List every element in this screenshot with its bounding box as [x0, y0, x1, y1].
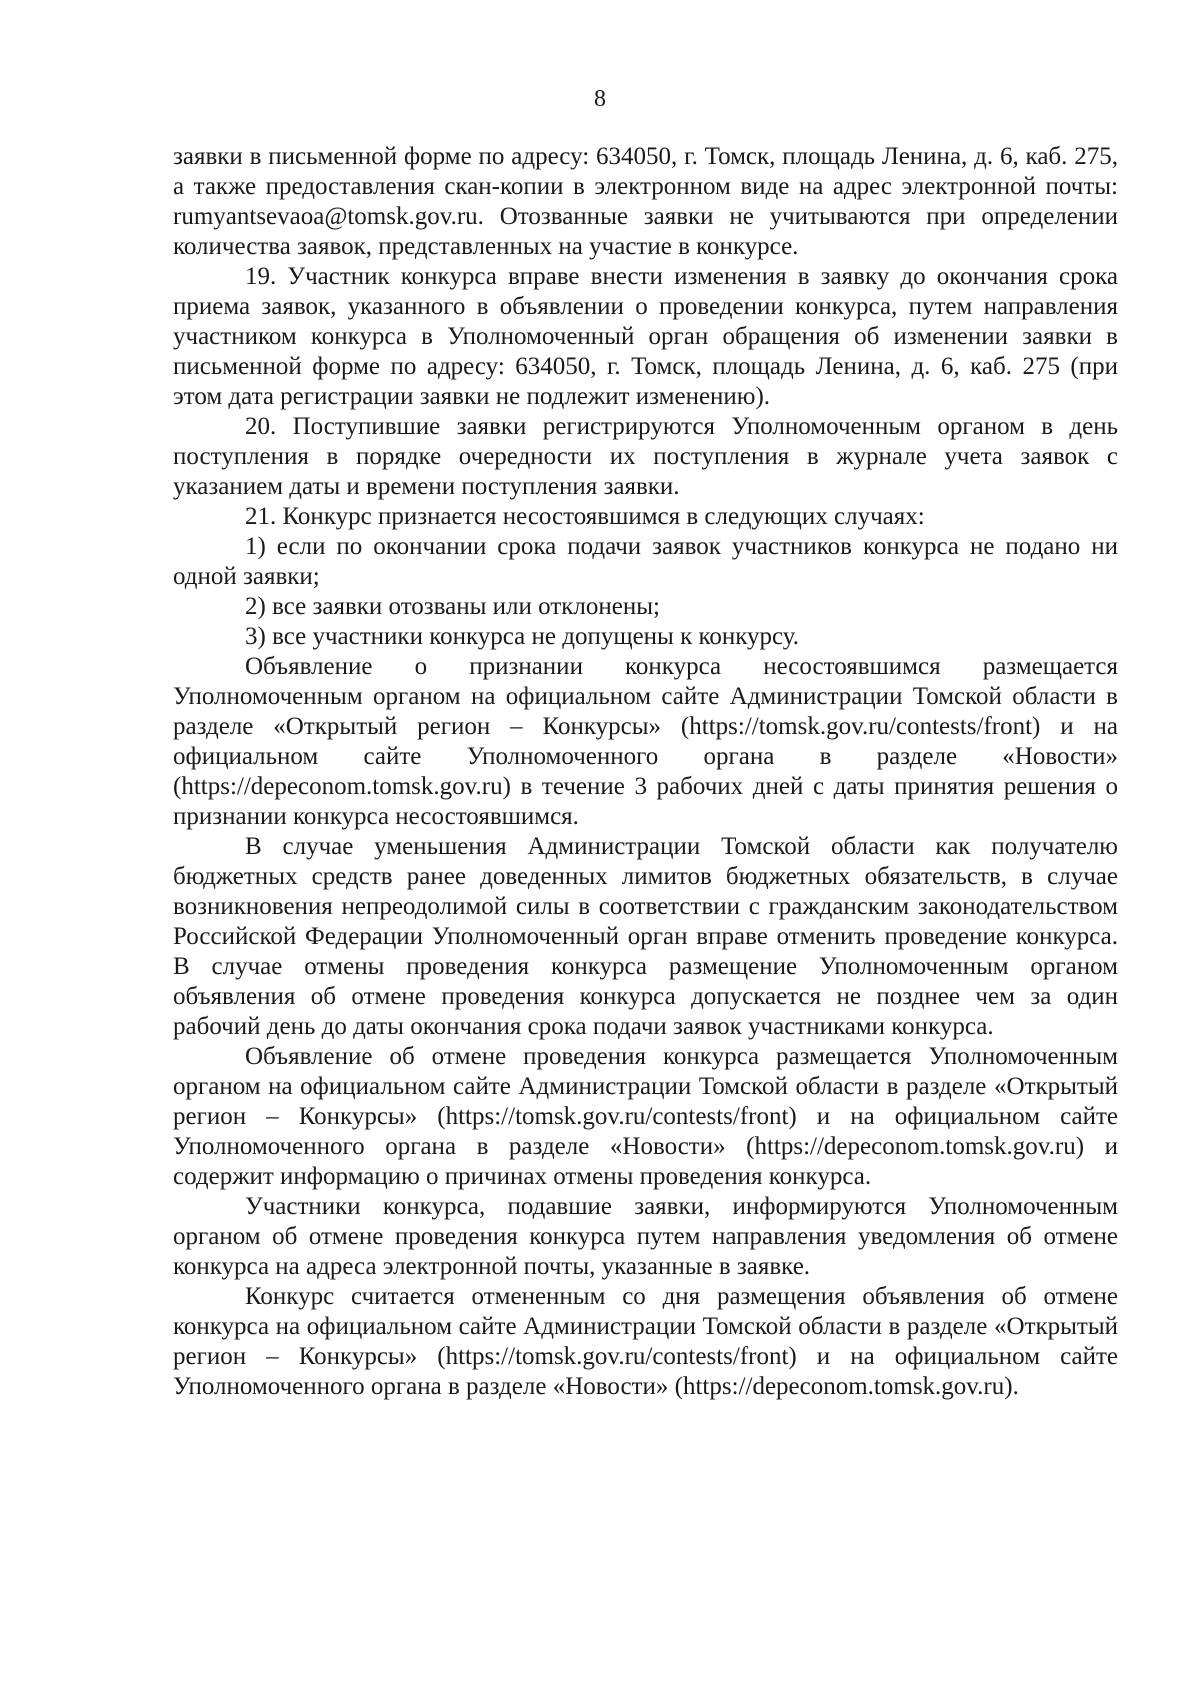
list-item-1: 1) если по окончании срока подачи заявок участников конкурса не подано ни одной заявки;: [173, 533, 1118, 590]
document-body: [173, 142, 1118, 1402]
paragraph-20: 20. Поступившие заявки регистрируются Уполномоченным органом в день поступления в порядке очередности их поступления в журнале учета заявок с указанием даты и времени поступления заявки.: [173, 413, 1118, 500]
paragraph-cancellation-effective: Конкурс считается отмененным со дня размещения объявления об отмене конкурса на официальном сайте Администрации Томской области в разделе «Открытый регион – Конкурсы» (https://tomsk.gov.ru/contests/front) и на официальном сайте Уполномоченного органа в разделе «Новости» (https://depeconom.tomsk.gov.ru).: [173, 1283, 1118, 1400]
paragraph-participant-notification: Участники конкурса, подавшие заявки, информируются Уполномоченным органом об отмене проведения конкурса путем направления уведомления об отмене конкурса на адреса электронной почты, указанные в заявке.: [173, 1193, 1118, 1280]
paragraph-failure-notice: Объявление о признании конкурса несостоявшимся размещается Уполномоченным органом на официальном сайте Администрации Томской области в разделе «Открытый регион – Конкурсы» (https://tomsk.gov.ru/contests/front) и на официальном сайте Уполномоченного органа в разделе «Новости» (https://depeconom.tomsk.gov.ru) в течение 3 рабочих дней с даты принятия решения о признании конкурса несостоявшимся.: [173, 653, 1118, 830]
paragraph-19: 19. Участник конкурса вправе внести изменения в заявку до окончания срока приема заявок, указанного в объявлении о проведении конкурса, путем направления участником конкурса в Уполномоченный орган обращения об изменении заявки в письменной форме по адресу: 634050, г. Томск, площадь Ленина, д. 6, каб. 275 (при этом дата регистрации заявки не подлежит изменению).: [173, 263, 1118, 410]
list-item-3: 3) все участники конкурса не допущены к конкурсу.: [245, 623, 800, 650]
page-number: 8: [594, 86, 606, 112]
list-item-2: 2) все заявки отозваны или отклонены;: [245, 593, 660, 620]
paragraph-cancellation-notice: Объявление об отмене проведения конкурса размещается Уполномоченным органом на официальном сайте Администрации Томской области в разделе «Открытый регион – Конкурсы» (https://tomsk.gov.ru/contests/front) и на официальном сайте Уполномоченного органа в разделе «Новости» (https://depeconom.tomsk.gov.ru) и содержит информацию о причинах отмены проведения конкурса.: [173, 1043, 1118, 1190]
paragraph-withdrawal: заявки в письменной форме по адресу: 634050, г. Томск, площадь Ленина, д. 6, каб. 275, а также предоставления скан-копии в электронном виде на адрес электронной почты: rumyantsevaoa@tomsk.gov.ru. Отозванные заявки не учитываются при определении количества заявок, представленных на участие в конкурсе.: [173, 143, 1118, 260]
paragraph-cancellation-conditions: В случае уменьшения Администрации Томской области как получателю бюджетных средств ранее доведенных лимитов бюджетных обязательств, в случае возникновения непреодолимой силы в соответствии с гражданским законодательством Российской Федерации Уполномоченный орган вправе отменить проведение конкурса. В случае отмены проведения конкурса размещение Уполномоченным органом объявления об отмене проведения конкурса допускается не позднее чем за один рабочий день до даты окончания срока подачи заявок участниками конкурса.: [173, 833, 1118, 1040]
paragraph-21: 21. Конкурс признается несостоявшимся в следующих случаях:: [245, 503, 925, 530]
